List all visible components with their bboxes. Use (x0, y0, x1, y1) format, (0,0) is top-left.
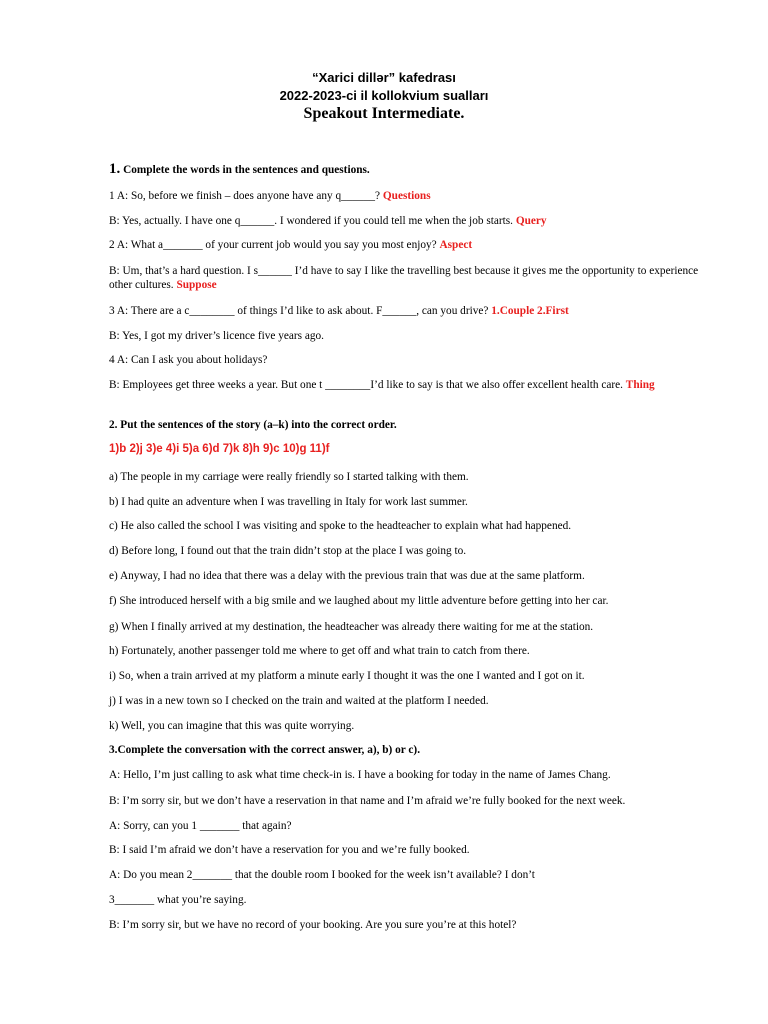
department-name: “Xarici dillər” kafedrası (312, 70, 456, 85)
story-sentence: k) Well, you can imagine that this was quite worrying. (109, 720, 355, 732)
question-line (109, 264, 707, 292)
question-text: B: Um, that’s a hard question. I s______ I’d have to say I like the travelling best because it gives me the opportunity to experience other cultures. (109, 265, 699, 291)
question-text: 3 A: There are a c________ of things I’d like to ask about. F______, can you drive? (109, 305, 492, 317)
section-1-heading (109, 162, 709, 177)
story-sentence: g) When I finally arrived at my destination, the headteacher was already there waiting for me at the station. (109, 621, 594, 633)
question-line (109, 329, 709, 343)
story-sentence: c) He also called the school I was visiting and spoke to the headteacher to explain what had happened. (109, 520, 572, 532)
question-text: B: Yes, actually. I have one q______. I wondered if you could tell me when the job starts. (109, 215, 516, 227)
story-sentence: h) Fortunately, another passenger told me where to get off and what train to catch from there. (109, 645, 530, 657)
answer-text: Suppose (176, 279, 217, 291)
section-1-number: 1. (109, 161, 121, 177)
story-sentence: e) Anyway, I had no idea that there was a delay with the previous train that was due at the same platform. (109, 570, 585, 582)
question-line (109, 238, 709, 252)
dialogue-line: B: I said I’m afraid we don’t have a reservation for you and we’re fully booked. (109, 844, 470, 856)
story-sentence: b) I had quite an adventure when I was travelling in Italy for work last summer. (109, 496, 468, 508)
question-text: B: Employees get three weeks a year. But one t ________I’d like to say is that we also offer excellent health care. (109, 379, 626, 391)
section-3-heading: 3.Complete the conversation with the correct answer, a), b) or c). (109, 744, 421, 756)
question-line (109, 214, 709, 228)
story-sentence: f) She introduced herself with a big smile and we laughed about my little adventure before getting into her car. (109, 595, 609, 607)
question-text: 4 A: Can I ask you about holidays? (109, 354, 268, 366)
dialogue-line: B: I’m sorry sir, but we don’t have a reservation in that name and I’m afraid we’re fully booked for the next week. (109, 795, 626, 807)
question-text: B: Yes, I got my driver’s licence five years ago. (109, 330, 325, 342)
course-title: Speakout Intermediate. (303, 105, 465, 122)
dialogue-line: 3_______ what you’re saying. (109, 894, 247, 906)
story-sentence: j) I was in a new town so I checked on the train and waited at the platform I needed. (109, 695, 489, 707)
dialogue-line: B: I’m sorry sir, but we have no record of your booking. Are you sure you’re at this hotel? (109, 919, 517, 931)
question-line (109, 378, 707, 392)
dialogue-line: A: Hello, I’m just calling to ask what time check-in is. I have a booking for today in the name of James Chang. (109, 769, 611, 781)
story-sentence: i) So, when a train arrived at my platform a minute early I thought it was the one I wanted and I got on it. (109, 670, 585, 682)
dialogue-line: A: Sorry, can you 1 _______ that again? (109, 820, 292, 832)
answer-text: Thing (625, 379, 655, 391)
question-line (109, 353, 709, 367)
answer-text: Aspect (439, 239, 473, 251)
story-sentence: a) The people in my carriage were really friendly so I started talking with them. (109, 471, 469, 483)
answer-text: 1.Couple 2.First (491, 305, 569, 317)
question-text: 1 A: So, before we finish – does anyone have any q______? (109, 190, 383, 202)
question-line (109, 304, 709, 318)
colloquium-title: 2022-2023-ci il kollokvium sualları (279, 88, 489, 103)
answer-text: Questions (382, 190, 431, 202)
dialogue-line: A: Do you mean 2_______ that the double room I booked for the week isn’t available? I don’t (109, 869, 535, 881)
section-1-heading-text: Complete the words in the sentences and questions. (120, 164, 370, 176)
story-sentence: d) Before long, I found out that the train didn’t stop at the place I was going to. (109, 545, 467, 557)
question-text: 2 A: What a_______ of your current job would you say you most enjoy? (109, 239, 440, 251)
answer-key: 1)b 2)j 3)e 4)i 5)a 6)d 7)k 8)h 9)c 10)g 11)f (109, 443, 330, 455)
question-line (109, 189, 709, 203)
section-2-heading: 2. Put the sentences of the story (a–k) into the correct order. (109, 419, 397, 431)
answer-text: Query (515, 215, 547, 227)
